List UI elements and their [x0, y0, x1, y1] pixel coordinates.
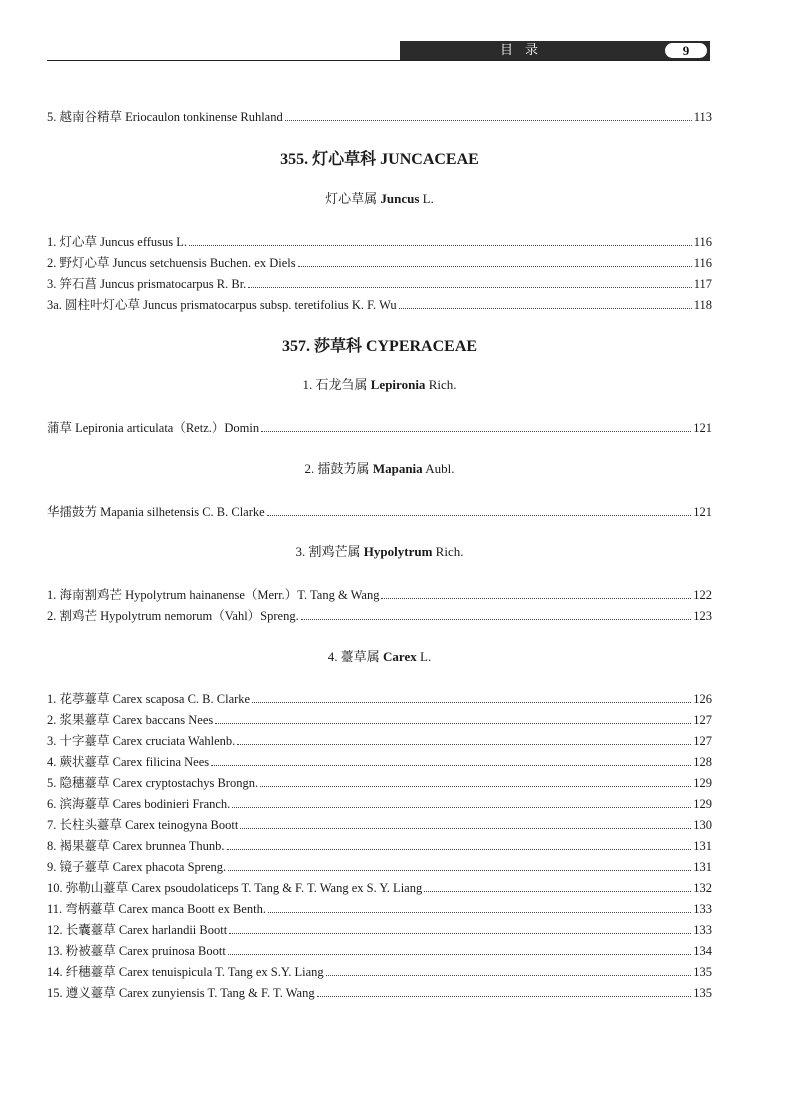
toc-entry-page: 134: [693, 944, 712, 958]
dot-leader: [248, 287, 691, 288]
dot-leader: [424, 891, 691, 892]
toc-entry-page: 128: [693, 755, 712, 769]
genus-heading: [47, 376, 712, 394]
toc-entry-page: 121: [693, 505, 712, 519]
dot-leader: [237, 744, 691, 745]
toc-entry-text: 华擂鼓艻 Mapania silhetensis C. B. Clarke: [47, 505, 265, 519]
toc-entry: [47, 962, 712, 980]
toc-entry-text: 蒲草 Lepironia articulata（Retz.）Domin: [47, 421, 260, 435]
header-bar: [400, 41, 710, 60]
toc-entry-page: 127: [693, 713, 712, 727]
toc-entry-text: 15. 遵义薹草 Carex zunyiensis T. Tang & F. T. Wang: [47, 986, 315, 1000]
toc-entry-text: 2. 浆果薹草 Carex baccans Nees: [47, 713, 214, 727]
toc-entry-page: 127: [693, 734, 712, 748]
toc-entry-page: 133: [693, 902, 712, 916]
genus-latin-name: Carex: [383, 649, 417, 664]
toc-entry-text: 4. 蕨状薹草 Carex filicina Nees: [47, 755, 210, 769]
genus-latin-name: Hypolytrum: [363, 544, 433, 559]
toc-entry-page: 135: [693, 965, 712, 979]
dot-leader: [326, 975, 692, 976]
toc-entry: [47, 253, 712, 271]
dot-leader: [301, 619, 692, 620]
toc-entry-text: 9. 镜子薹草 Carex phacota Spreng.: [47, 860, 227, 874]
toc-entry-text: 3. 笄石菖 Juncus prismatocarpus R. Br.: [47, 277, 247, 291]
toc-entry-text: 8. 褐果薹草 Carex brunnea Thunb.: [47, 839, 225, 853]
dot-leader: [399, 308, 692, 309]
toc-entry: [47, 274, 712, 292]
toc-entry-page: 118: [693, 298, 712, 312]
toc-entry-text: 1. 灯心草 Juncus effusus L.: [47, 235, 188, 249]
toc-entry: [47, 899, 712, 917]
toc-entry: [47, 815, 712, 833]
toc-entry: [47, 794, 712, 812]
toc-entry-text: 11. 弯柄薹草 Carex manca Boott ex Benth.: [47, 902, 266, 916]
toc-entry-text: 1. 花葶薹草 Carex scaposa C. B. Clarke: [47, 692, 251, 706]
dot-leader: [240, 828, 691, 829]
genus-latin-name: Juncus: [380, 191, 420, 206]
genus-author: Aubl.: [425, 461, 455, 476]
toc-entry: [47, 920, 712, 938]
genus-chinese-name: 4. 薹草属: [327, 649, 380, 664]
running-header-title: 目录: [500, 43, 551, 58]
toc-entry-text: 13. 粉被薹草 Carex pruinosa Boott: [47, 944, 226, 958]
genus-heading: [47, 648, 712, 666]
genus-author: L.: [422, 191, 434, 206]
dot-leader: [215, 723, 691, 724]
dot-leader: [227, 849, 692, 850]
toc-entry-page: 129: [693, 797, 712, 811]
toc-entry: [47, 107, 712, 125]
dot-leader: [228, 954, 691, 955]
dot-leader: [229, 933, 691, 934]
toc-entry: [47, 878, 712, 896]
genus-chinese-name: 3. 割鸡芒属: [295, 544, 361, 559]
toc-entry-text: 2. 割鸡芒 Hypolytrum nemorum（Vahl）Spreng.: [47, 609, 299, 623]
dot-leader: [211, 765, 691, 766]
toc-entry-text: 6. 滨海薹草 Cares bodinieri Franch.: [47, 797, 231, 811]
toc-entry-page: 121: [693, 421, 712, 435]
genus-heading: [47, 543, 712, 561]
toc-entry: [47, 232, 712, 250]
dot-leader: [189, 245, 692, 246]
toc-entry-text: 5. 隐穗薹草 Carex cryptostachys Brongn.: [47, 776, 259, 790]
toc-entry: [47, 585, 712, 603]
toc-entry-page: 116: [693, 256, 712, 270]
genus-chinese-name: 2. 擂鼓艻属: [304, 461, 370, 476]
toc-entry-page: 131: [693, 839, 712, 853]
dot-leader: [317, 996, 692, 997]
page-number: 9: [665, 43, 707, 58]
genus-heading: [47, 190, 712, 208]
toc-entry: [47, 710, 712, 728]
toc-entry-page: 132: [693, 881, 712, 895]
toc-entry: [47, 773, 712, 791]
genus-latin-name: Mapania: [372, 461, 423, 476]
genus-chinese-name: 灯心草属: [325, 191, 378, 206]
family-heading: 357. 莎草科 CYPERACEAE: [281, 338, 478, 355]
toc-entry-page: 123: [693, 609, 712, 623]
dot-leader: [267, 515, 692, 516]
dot-leader: [228, 870, 691, 871]
toc-entry-text: 10. 弥勒山薹草 Carex psoudolaticeps T. Tang & F. T. Wang ex S. Y. Liang: [47, 881, 423, 895]
toc-entry-text: 5. 越南谷精草 Eriocaulon tonkinense Ruhland: [47, 110, 283, 124]
toc-entry: [47, 983, 712, 1001]
toc-entry: [47, 731, 712, 749]
toc-entry-page: 135: [693, 986, 712, 1000]
toc-entry: [47, 418, 712, 436]
toc-entry-text: 7. 长柱头薹草 Carex teinogyna Boott: [47, 818, 239, 832]
toc-entry-text: 14. 纤穗薹草 Carex tenuispicula T. Tang ex S.Y. Liang: [47, 965, 324, 979]
toc-entry: [47, 857, 712, 875]
toc-entry: [47, 502, 712, 520]
toc-entry-page: 133: [693, 923, 712, 937]
dot-leader: [285, 120, 692, 121]
dot-leader: [381, 598, 691, 599]
toc-entry-page: 113: [693, 110, 712, 124]
toc-entry-text: 1. 海南割鸡芒 Hypolytrum hainanense（Merr.）T. Tang & Wang: [47, 588, 380, 602]
toc-entry-text: 2. 野灯心草 Juncus setchuensis Buchen. ex Diels: [47, 256, 296, 270]
toc-entry: [47, 606, 712, 624]
toc-entry-page: 129: [693, 776, 712, 790]
toc-entry: [47, 836, 712, 854]
toc-entry-page: 116: [693, 235, 712, 249]
toc-entry-page: 126: [693, 692, 712, 706]
toc-entry-page: 131: [693, 860, 712, 874]
toc-entry: [47, 295, 712, 313]
header-rule: [47, 60, 710, 61]
dot-leader: [298, 266, 692, 267]
dot-leader: [261, 431, 691, 432]
dot-leader: [268, 912, 691, 913]
genus-author: Rich.: [435, 544, 464, 559]
genus-author: Rich.: [428, 377, 457, 392]
toc-entry-text: 12. 长囊薹草 Carex harlandii Boott: [47, 923, 228, 937]
dot-leader: [260, 786, 691, 787]
genus-author: L.: [420, 649, 432, 664]
toc-entry-text: 3. 十字薹草 Carex cruciata Wahlenb.: [47, 734, 236, 748]
genus-heading: [47, 460, 712, 478]
genus-latin-name: Lepironia: [370, 377, 426, 392]
genus-chinese-name: 1. 石龙刍属: [302, 377, 368, 392]
toc-entry-text: 3a. 圆柱叶灯心草 Juncus prismatocarpus subsp. teretifolius K. F. Wu: [47, 298, 397, 312]
toc-entry-page: 122: [693, 588, 712, 602]
toc-entry: [47, 752, 712, 770]
toc-entry-page: 130: [693, 818, 712, 832]
toc-entry-page: 117: [693, 277, 712, 291]
toc-entry: [47, 689, 712, 707]
toc-entry: [47, 941, 712, 959]
family-heading: 355. 灯心草科 JUNCACEAE: [280, 151, 479, 168]
dot-leader: [232, 807, 691, 808]
dot-leader: [252, 702, 691, 703]
